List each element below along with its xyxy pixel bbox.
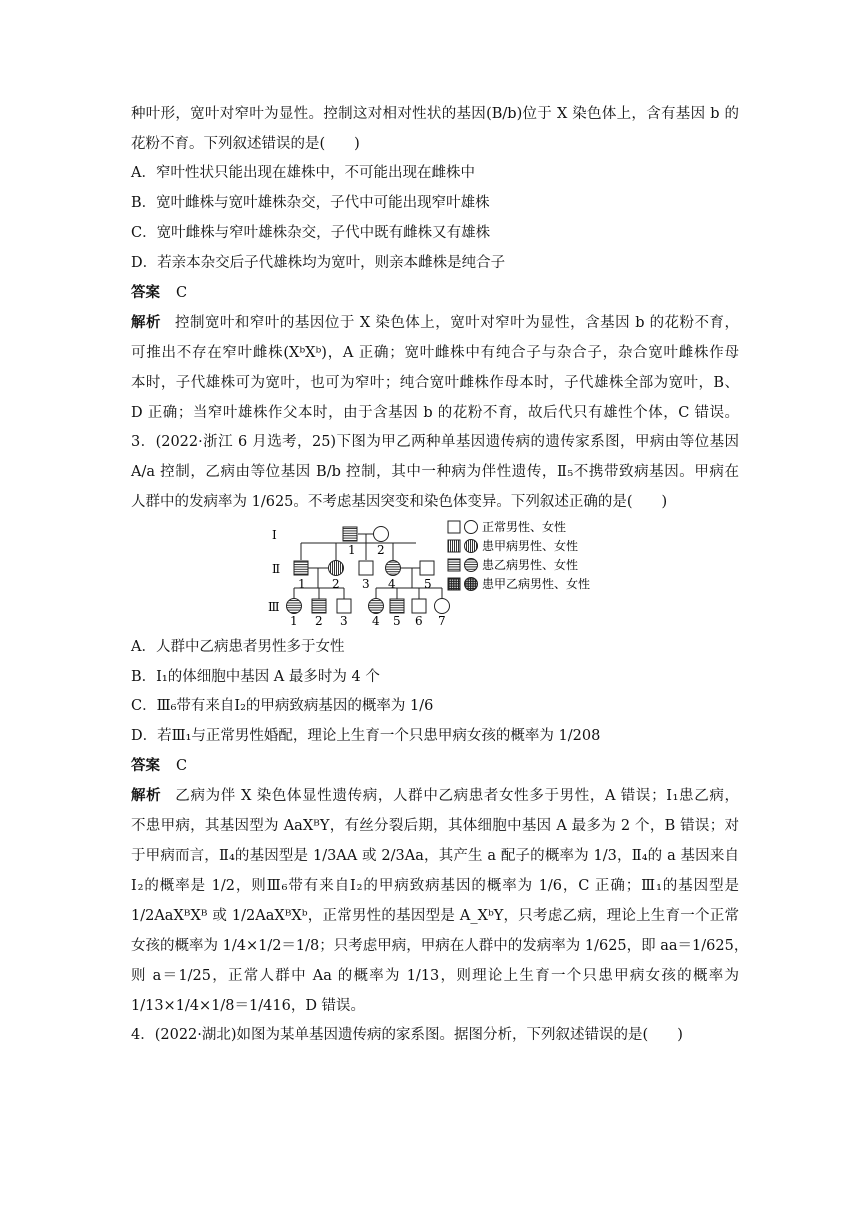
q3-analysis-text-1: 乙病为伴 X 染色体显性遗传病，人群中乙病患者女性多于男性，A 错误；Ⅰ₁患乙病， xyxy=(175,788,739,804)
pedigree-ii5-number: 5 xyxy=(424,577,432,591)
q2-stem-line-2: 花粉不育。下列叙述错误的是( ) xyxy=(131,136,360,152)
legend-disease-b-male-icon xyxy=(448,559,460,571)
generation-label-1: Ⅰ xyxy=(272,528,277,542)
q3-analysis-line-5: 1/2AaXᴮXᴮ 或 1/2AaXᴮXᵇ，正常男性的基因型是 A_XᵇY，只考虑乙病，理论上生育一个正常 xyxy=(131,908,739,924)
q3-answer-value: C xyxy=(176,758,188,774)
legend-disease-ab-label: 患甲乙病男性、女性 xyxy=(482,577,591,591)
legend-disease-a-label: 患甲病男性、女性 xyxy=(482,539,579,553)
q2-answer-value: C xyxy=(176,285,188,301)
pedigree-ii4-number: 4 xyxy=(388,577,396,591)
pedigree-iii1-female-disease-b xyxy=(287,599,302,614)
q2-analysis-text-1: 控制宽叶和窄叶的基因位于 X 染色体上，宽叶对窄叶为显性，含基因 b 的花粉不育， xyxy=(174,315,740,331)
q2-answer xyxy=(131,283,187,303)
q2-analysis-line-3: 本时，子代雄株可为宽叶，也可为窄叶；纯合宽叶雌株作母本时，子代雄株全部为宽叶，B、 xyxy=(131,375,739,391)
q3-analysis-label: 解析 xyxy=(131,787,162,804)
pedigree-ii1-male-disease-b xyxy=(294,561,308,575)
pedigree-i2-female-normal xyxy=(374,527,389,542)
pedigree-iii5-number: 5 xyxy=(393,614,401,628)
pedigree-iii5-male-disease-b xyxy=(390,599,404,613)
legend-disease-a-female-icon xyxy=(465,540,478,553)
q3-option-b: B．Ⅰ₁的体细胞中基因 A 最多时为 4 个 xyxy=(131,669,380,685)
legend-normal-male-icon xyxy=(448,521,460,533)
q2-option-a: A．窄叶性状只能出现在雄株中，不可能出现在雌株中 xyxy=(131,165,475,181)
q2-answer-label: 答案 xyxy=(131,284,160,301)
q3-stem-line-2: A/a 控制，乙病由等位基因 B/b 控制，其中一种病为伴性遗传，Ⅱ₅不携带致病基因。甲病在 xyxy=(131,464,739,480)
generation-label-3: Ⅲ xyxy=(268,600,280,614)
pedigree-ii5-male-normal xyxy=(420,561,434,575)
pedigree-figure xyxy=(266,516,606,630)
q2-analysis-line-2: 可推出不存在窄叶雌株(XᵇXᵇ)，A 正确；宽叶雌株中有纯合子与杂合子，杂合宽叶雌株作母 xyxy=(131,345,739,361)
q3-answer-label: 答案 xyxy=(131,757,160,774)
pedigree-ii3-male-normal xyxy=(359,561,373,575)
pedigree-ii2-female-disease-a xyxy=(329,561,344,576)
q3-answer xyxy=(131,756,187,776)
q4-stem-line-1: 4．(2022·湖北)如图为某单基因遗传病的家系图。据图分析，下列叙述错误的是( ) xyxy=(131,1027,683,1043)
legend-disease-ab-female-icon xyxy=(465,578,478,591)
legend-disease-ab-male-icon xyxy=(448,578,460,590)
pedigree-iii6-number: 6 xyxy=(415,614,423,628)
q3-option-d: D．若Ⅲ₁与正常男性婚配，理论上生育一个只患甲病女孩的概率为 1/208 xyxy=(131,728,601,744)
q3-analysis-line-3: 于甲病而言，Ⅱ₄的基因型是 1/3AA 或 2/3Aa，其产生 a 配子的概率为 1/3，Ⅱ₄的 a 基因来自 xyxy=(131,848,739,864)
pedigree-ii4-female-disease-b xyxy=(386,561,401,576)
q2-option-c: C．宽叶雌株与窄叶雄株杂交，子代中既有雌株又有雄株 xyxy=(131,225,491,241)
q2-analysis-label: 解析 xyxy=(131,314,161,331)
q2-option-d: D．若亲本杂交后子代雄株均为宽叶，则亲本雌株是纯合子 xyxy=(131,255,506,271)
pedigree-ii2-number: 2 xyxy=(332,577,340,591)
q2-option-b: B．宽叶雌株与宽叶雄株杂交，子代中可能出现窄叶雄株 xyxy=(131,195,490,211)
q3-analysis-line-6: 女孩的概率为 1/4×1/2＝1/8；只考虑甲病，甲病在人群中的发病率为 1/625，即 aa＝1/625， xyxy=(131,938,749,954)
q3-analysis-line-1 xyxy=(131,786,739,806)
pedigree-iii3-number: 3 xyxy=(340,614,348,628)
pedigree-i1-number: 1 xyxy=(348,543,356,557)
pedigree-iii4-female-disease-b xyxy=(369,599,384,614)
q3-analysis-line-8: 1/13×1/4×1/8＝1/416，D 错误。 xyxy=(131,998,366,1014)
pedigree-iii7-number: 7 xyxy=(438,614,446,628)
legend-normal-label: 正常男性、女性 xyxy=(482,520,567,534)
q3-analysis-line-7: 则 a＝1/25，正常人群中 Aa 的概率为 1/13，则理论上生育一个只患甲病女孩的概率为 xyxy=(131,968,739,984)
q3-option-c: C．Ⅲ₆带有来自Ⅰ₂的甲病致病基因的概率为 1/6 xyxy=(131,698,434,714)
pedigree-i1-male-disease-b xyxy=(343,527,357,541)
pedigree-iii7-female-normal xyxy=(435,599,450,614)
legend-normal-female-icon xyxy=(465,521,478,534)
legend-disease-b-label: 患乙病男性、女性 xyxy=(482,558,579,572)
pedigree-iii1-number: 1 xyxy=(290,614,298,628)
q3-stem-line-1: 3．(2022·浙江 6 月选考，25)下图为甲乙两种单基因遗传病的遗传家系图，甲病由等位基因 xyxy=(131,434,739,450)
pedigree-iii6-male-normal xyxy=(412,599,426,613)
generation-label-2: Ⅱ xyxy=(272,562,281,576)
legend-disease-b-female-icon xyxy=(465,559,478,572)
q3-analysis-line-2: 不患甲病，其基因型为 AaXᴮY，有丝分裂后期，其体细胞中基因 A 最多为 2 个，B 错误；对 xyxy=(131,818,739,834)
pedigree-iii4-number: 4 xyxy=(372,614,380,628)
pedigree-i2-number: 2 xyxy=(377,543,385,557)
q3-analysis-line-4: Ⅰ₂的概率是 1/2，则Ⅲ₆带有来自Ⅰ₂的甲病致病基因的概率为 1/6，C 正确；Ⅲ₁的基因型是 xyxy=(131,878,739,894)
legend-disease-a-male-icon xyxy=(448,540,460,552)
pedigree-iii3-male-normal xyxy=(337,599,351,613)
q2-stem-line-1: 种叶形，宽叶对窄叶为显性。控制这对相对性状的基因(B/b)位于 X 染色体上，含有基因 b 的 xyxy=(131,106,739,122)
q2-analysis-line-1 xyxy=(131,313,739,333)
q2-analysis-line-4: D 正确；当窄叶雄株作父本时，由于含基因 b 的花粉不育，故后代只有雄性个体，C 错误。 xyxy=(131,405,739,421)
pedigree-iii2-male-disease-b xyxy=(312,599,326,613)
q3-option-a: A．人群中乙病患者男性多于女性 xyxy=(131,639,345,655)
pedigree-ii1-number: 1 xyxy=(298,577,306,591)
q3-stem-line-3: 人群中的发病率为 1/625。不考虑基因突变和染色体变异。下列叙述正确的是( ) xyxy=(131,494,668,510)
pedigree-legend xyxy=(448,519,590,591)
pedigree-ii3-number: 3 xyxy=(362,577,370,591)
pedigree-iii2-number: 2 xyxy=(315,614,323,628)
